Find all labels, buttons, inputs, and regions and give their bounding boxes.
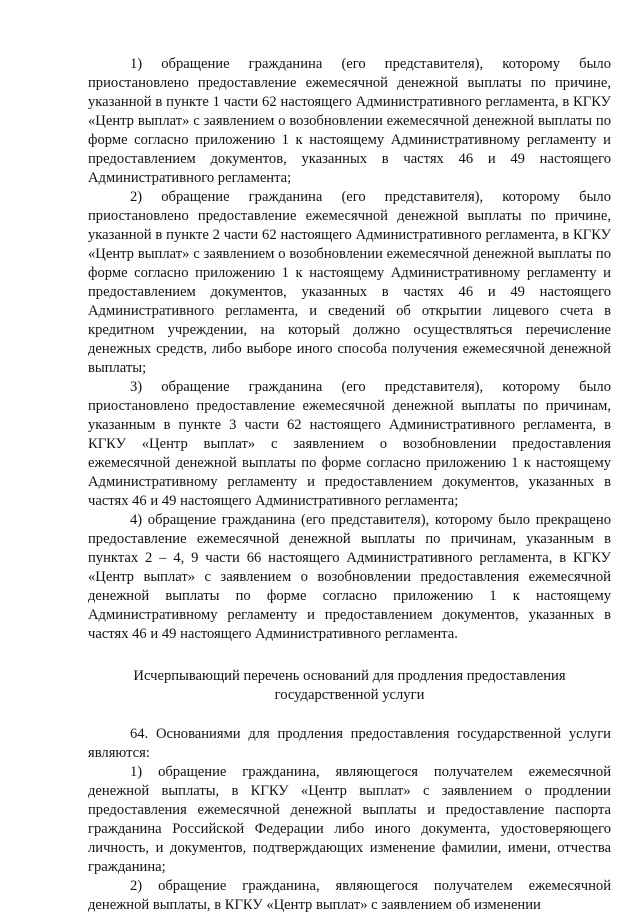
section-heading xyxy=(88,667,611,705)
paragraph-64: 64. Основаниями для продления предоставления государственной услуги являются: xyxy=(88,726,611,761)
paragraph-item-2: 2) обращение гражданина (его представителя), которому было приостановлено предоставление ежемесячной денежной выплаты по причине, указанной в пункте 2 части 62 настоящего Административного регламента, в КГКУ «Центр выплат» с заявлением о возобновлении ежемесячной денежной выплаты по форме согласно приложению 1 к настоящему Административному регламенту и предоставлением документов, указанных в частях 46 и 49 настоящего Административного регламента, и сведений об открытии лицевого счета в кредитном учреждении, на который должно осуществляться перечисление денежных средств, либо выборе иного способа получения ежемесячной денежной выплаты; xyxy=(88,189,611,376)
paragraph-item-1: 1) обращение гражданина (его представителя), которому было приостановлено предоставление ежемесячной денежной выплаты по причине, указанной в пункте 1 части 62 настоящего Административного регламента, в КГКУ «Центр выплат» с заявлением о возобновлении ежемесячной денежной выплаты по форме согласно приложению 1 к настоящему Административному регламенту и предоставлением документов, указанных в частях 46 и 49 настоящего Административного регламента; xyxy=(88,56,611,186)
paragraph-64-item-1: 1) обращение гражданина, являющегося получателем ежемесячной денежной выплаты, в КГКУ «Центр выплат» с заявлением о продлении предоставления ежемесячной денежной выплаты и предоставление паспорта гражданина Российской Федерации либо иного документа, удостоверяющего личность, и документов, подтверждающих изменение фамилии, имени, отчества гражданина; xyxy=(88,764,611,875)
section-heading-line-2: государственной услуги xyxy=(274,687,425,703)
paragraph-item-4: 4) обращение гражданина (его представителя), которому было прекращено предоставление ежемесячной денежной выплаты по причинам, указанным в пунктах 2 – 4, 9 части 66 настоящего Административного регламента, в КГКУ «Центр выплат» с заявлением о возобновлении предоставления ежемесячной денежной выплаты по форме согласно приложению 1 к настоящему Административному регламенту и предоставлением документов, указанных в частях 46 и 49 настоящего Административного регламента. xyxy=(88,512,611,642)
document-page xyxy=(88,55,611,915)
paragraph-64-item-2: 2) обращение гражданина, являющегося получателем ежемесячной денежной выплаты, в КГКУ «Центр выплат» с заявлением об изменении xyxy=(88,878,611,913)
paragraph-item-3: 3) обращение гражданина (его представителя), которому было приостановлено предоставление ежемесячной денежной выплаты по причинам, указанным в пункте 3 части 62 настоящего Административного регламента, в КГКУ «Центр выплат» с заявлением о возобновлении предоставления ежемесячной денежной выплаты по форме согласно приложению 1 к настоящему Административному регламенту и предоставлением документов, указанных в частях 46 и 49 настоящего Административного регламента; xyxy=(88,379,611,509)
section-heading-line-1: Исчерпывающий перечень оснований для продления предоставления xyxy=(133,668,566,684)
